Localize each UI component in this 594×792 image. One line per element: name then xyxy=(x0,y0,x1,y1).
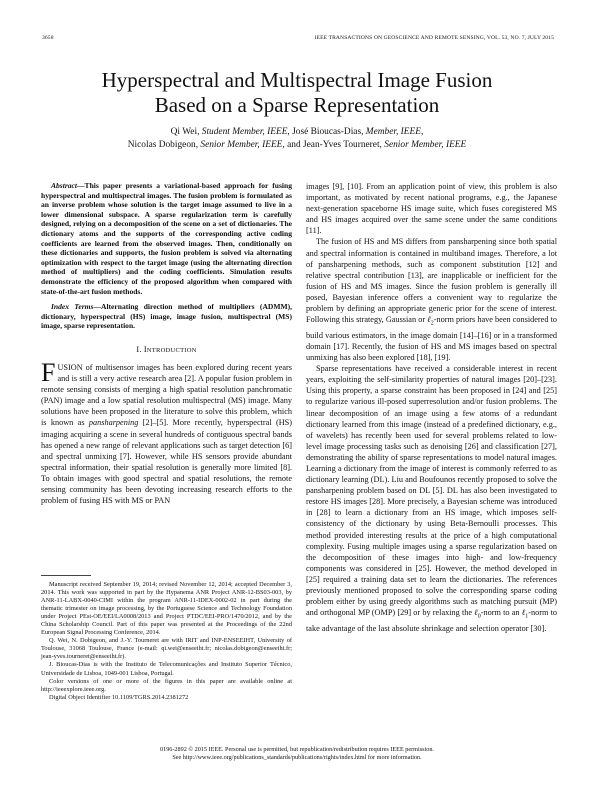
footnote-affiliation-1: Q. Wei, N. Dobigeon, and J.-Y. Tourneret are with IRIT and INP-ENSEEIHT, University of Toulouse, 31068 Toulouse, France (e-mail: qi.wei@enseeiht.fr; nicolas.dobigeon@enseeiht.fr; jean-yves.tourneret@enseeiht.fr). xyxy=(41,637,292,661)
author-membership: Senior Member, IEEE xyxy=(200,140,283,150)
p3-text: Sparse representations have received a considerable interest in recent years, exploiting the self-similarity properties of natural images [20]–[23]. Using this property, a sparse constraint has been proposed in [24] and [25] to regularize various ill-posed superresolution and/or fusion problems. The linear decomposition of an image using a few atoms of a redundant dictionary learned from this image (instead of a predefined dictionary, e.g., of wavelets) has recently been used for several problems related to low-level image processing tasks such as denoising [26] and classification [27], demonstrating the ability of sparse representations to model natural images. Learning a dictionary from the image of interest is commonly referred to as dictionary learning (DL). Liu and Boufounos recently proposed to solve the pansharpening problem based on DL [5]. DL has also been investigated to restore HS images [28]. More precisely, a Bayesian scheme was introduced in [28] to learn a dictionary from an HS image, which imposes self-consistency of the dictionary by using Beta-Bernoulli processes. This method provided interesting results at the price of a high computational complexity. Fusing multiple images using a sparse regularization based on the decomposition of these images into high- and low-frequency components was considered in [25]. However, the method developed in [25] required a training data set to learn the dictionaries. The references previously mentioned proposed to solve the corresponding sparse coding problem either by using greedy algorithms such as matching pursuit (MP) and orthogonal MP (OMP) [29] or by relaxing the xyxy=(306,364,557,618)
abstract-text: —This paper presents a variational-based approach for fusing hyperspectral and multispectral images. The fusion problem is formulated as an inverse problem whose solution is the target image assumed to live in a lower dimensional subspace. A sparse regularization term is carefully designed, relying on a decomposition of the scene on a set of dictionaries. The dictionary atoms and the supports of the corresponding active coding coefficients are learned from the observed images. Then, conditionally on these dictionaries and supports, the fusion problem is solved via alternating optimization with respect to the target image (using the alternating direction method of multipliers) and the coding coefficients. Simulation results demonstrate the efficiency of the proposed algorithm when compared with state-of-the-art fusion methods. xyxy=(41,181,292,296)
page-number: 3658 xyxy=(42,35,54,41)
section-heading xyxy=(41,344,292,356)
footer-line-1: 0196-2892 © 2015 IEEE. Personal use is permitted, but republication/redistribution requires IEEE permission. xyxy=(160,746,434,753)
author-name: Nicolas Dobigeon, xyxy=(127,140,199,150)
p3-text-mid: -norm to an xyxy=(480,608,522,618)
index-terms-text: —Alternating direction method of multipliers (ADMM), dictionary, hyperspectral (HS) image, image fusion, multispectral (MS) image, sparse representation. xyxy=(41,302,292,331)
section-name: NTRODUCTION xyxy=(146,346,197,354)
paper-title xyxy=(40,68,554,118)
ell-symbol: ℓ xyxy=(521,608,526,618)
right-paragraph-2 xyxy=(306,236,557,363)
right-paragraph-1: images [9], [10]. From an application point of view, this problem is also important, as motivated by recent national programs, e.g., the Japanese next-generation spaceborne HS image suite, which fuses coregistered MS and HS images acquired over the same scene under the same conditions [11]. xyxy=(306,182,557,236)
author-membership: Student Member, IEEE xyxy=(201,127,288,137)
intro-text-cont: [2]–[5]. More recently, hyperspectral (HS) imaging acquiring a scene in several hundreds of contiguous spectral bands has opened a new range of relevant applications such as target detection [6] and spectral unmixing [7]. However, while HS sensors provide abundant spectral information, their spatial resolution is generally more limited [8]. To obtain images with good spectral and spatial resolutions, the remote sensing community has been devoting increasing research efforts to the problem of fusing HS with MS or PAN xyxy=(41,418,292,506)
author-line-2 xyxy=(40,139,554,152)
right-paragraph-3 xyxy=(306,363,557,634)
title-line-1: Hyperspectral and Multispectral Image Fusion xyxy=(101,68,493,92)
footnotes xyxy=(41,581,292,702)
right-column xyxy=(306,181,557,634)
p2-text: The fusion of HS and MS differs from pansharpening since both spatial and spectral information is contained in multiband images. Therefore, a lot of pansharpening methods, such as component substitution [12] and relative spectral contribution [13], are inapplicable or inefficient for the fusion of HS and MS images. Since the fusion problem is generally ill posed, Bayesian inference offers a convenient way to regularize the problem by defining an appropriate generic prior for the scene of interest. Following this strategy, Gaussian or xyxy=(306,237,557,325)
subscript: 0 xyxy=(477,613,481,620)
index-terms xyxy=(41,302,292,331)
drop-cap: F xyxy=(41,358,56,387)
footnote-rule xyxy=(41,575,91,576)
journal-header: IEEE TRANSACTIONS ON GEOSCIENCE AND REMOTE SENSING, VOL. 53, NO. 7, JULY 2015 xyxy=(314,35,554,41)
pansharpening-term: pansharpening xyxy=(88,418,139,428)
author-name: Qi Wei, xyxy=(170,127,200,137)
footer-line-2: See http://www.ieee.org/publications_standards/publications/rights/index.html for more information. xyxy=(172,754,422,761)
intro-text: USION of multisensor images has been explored during recent years and is still a very active research area [2]. A popular fusion problem in remote sensing consists of merging a high spatial resolution panchromatic (PAN) image and a low spatial resolution multispectral (MS) image. Many solutions have been proposed in the literature to solve this problem, which is known as xyxy=(41,363,292,428)
ell-symbol: ℓ xyxy=(427,315,431,325)
author-name: , José Bioucas-Dias, xyxy=(287,127,364,137)
author-name: , and Jean-Yves Tourneret, xyxy=(282,140,382,150)
subscript: 1 xyxy=(525,613,529,620)
p2-text-cont: -norm priors have been considered to build various estimators, in the image domain [14]–[16] or in a transformed domain [17]. Recently, the fusion of HS and MS images based on spectral unmixing has also been explored [18], [19]. xyxy=(306,315,558,363)
title-line-2: Based on a Sparse Representation xyxy=(154,93,440,117)
footnote-affiliation-2: J. Bioucas-Dias is with the Instituto de Telecomunicações and Instituto Superior Técnico, Universidade de Lisboa, 1049-001 Lisboa, Portugal. xyxy=(41,661,292,677)
intro-paragraph xyxy=(41,358,292,506)
ell-symbol: ℓ xyxy=(474,608,478,618)
abstract xyxy=(41,181,292,296)
p3-text-cont: -norm to take advantage of the last absolute shrinkage and selection operator [30]. xyxy=(306,608,558,633)
author-membership: Member, IEEE, xyxy=(365,127,424,137)
author-list xyxy=(40,126,554,152)
footnote-doi: Digital Object Identifier 10.1109/TGRS.2014.2381272 xyxy=(49,693,189,701)
subscript: 2 xyxy=(430,320,434,327)
left-column xyxy=(41,181,292,506)
copyright-footer xyxy=(40,746,554,762)
author-line-1 xyxy=(40,126,554,139)
footnote-color: Color versions of one or more of the figures in this paper are available online at http://ieeexplore.ieee.org. xyxy=(41,677,292,693)
author-membership: Senior Member, IEEE xyxy=(384,140,467,150)
footnote-received: Manuscript received September 19, 2014; revised November 12, 2014; accepted December 3, 2014. This work was supported in part by the Hypanema ANR Project ANR-12-BS03-003, by ANR-11-LABX-0040-CIMI within the program ANR-11-IDEX-0002-02 in part during the thematic trimester on image processing, by the Portuguese Science and Technology Foundation under Project PEst-OE/EEI/LA0008/2013 and Project PTDC/EEI-PRO/1470/2012, and by the China Scholarship Council. Part of this paper was presented at the Proceedings of the 22nd European Signal Processing Conference, 2014. xyxy=(41,581,292,637)
section-numeral: I. I xyxy=(136,344,147,354)
abstract-label: Abstract xyxy=(51,181,77,190)
index-terms-label: Index Terms xyxy=(51,302,94,312)
